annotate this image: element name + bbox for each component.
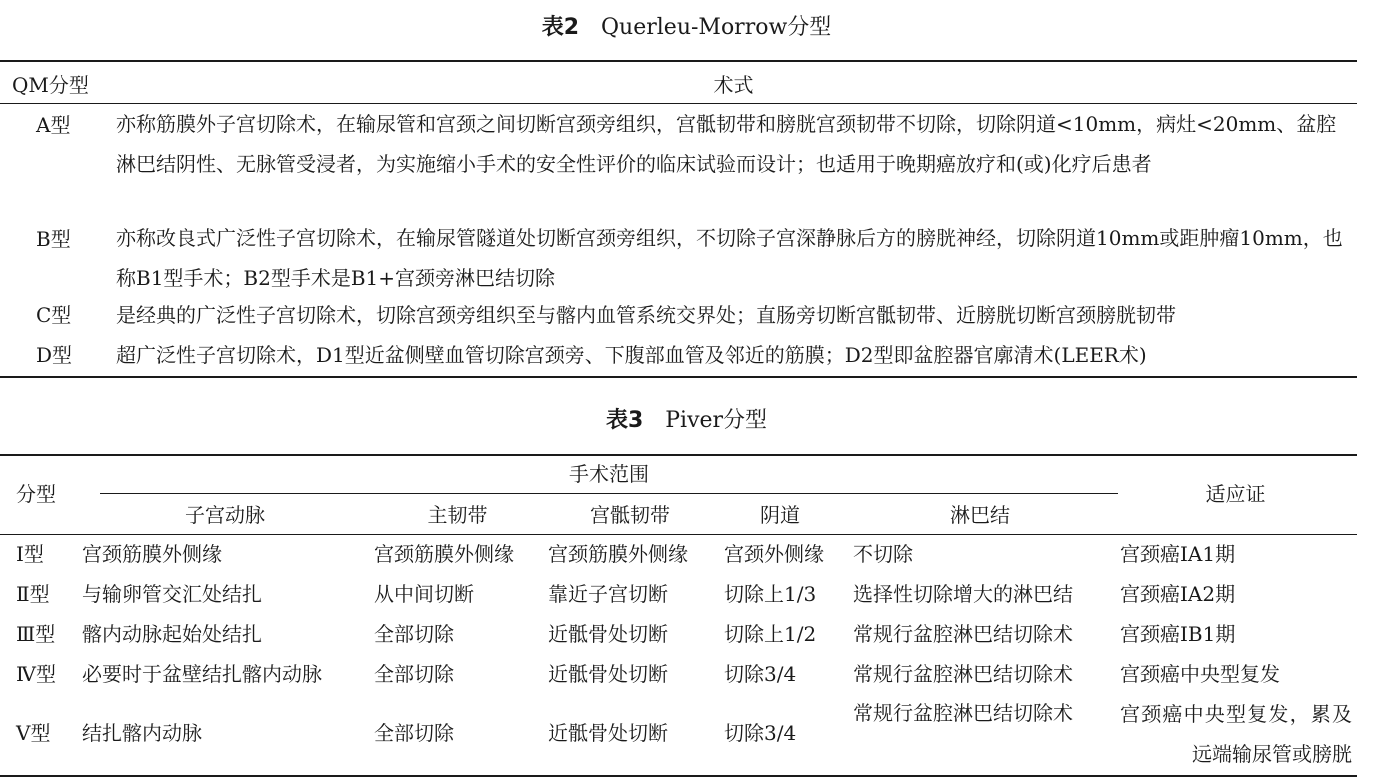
table2-header-procedure: 术式 (713, 73, 754, 97)
table3-subheader-cardinal: 主韧带 (427, 503, 488, 527)
table2-row-d-type: D型 (36, 343, 73, 367)
table3-header-group: 手术范围 (569, 462, 649, 486)
table3-row1-lymph: 不切除 (853, 542, 913, 566)
table2-caption-number: 表2 (541, 15, 580, 40)
table3-row1-uterosacral: 宫颈筋膜外侧缘 (548, 542, 688, 566)
table3-row3-type: Ⅲ型 (16, 622, 56, 646)
table3-row3-uterosacral: 近骶骨处切断 (548, 622, 668, 646)
table3-row1-indication: 宫颈癌ⅠA1期 (1120, 542, 1236, 566)
table3-row2-indication: 宫颈癌ⅠA2期 (1120, 582, 1236, 606)
table3-row2-type: Ⅱ型 (16, 582, 50, 606)
table2-row-b-desc: 亦称改良式广泛性子宫切除术，在输尿管隧道处切断宫颈旁组织，不切除子宫深静脉后方的膀胱神经，切除阴道10mm或距肿瘤10mm，也称B1型手术；B2型手术是B1+宫颈旁淋巴结切除 (116, 226, 1343, 290)
table3-row2-cardinal: 从中间切断 (374, 582, 474, 606)
table3-row2-artery: 与输卵管交汇处结扎 (82, 582, 262, 606)
table3-row1-cardinal: 宫颈筋膜外侧缘 (374, 542, 514, 566)
table3-caption (0, 406, 1373, 436)
table3-row1-artery: 宫颈筋膜外侧缘 (82, 542, 222, 566)
table3-row3-artery: 髂内动脉起始处结扎 (82, 622, 262, 646)
table3-subheader-artery: 子宫动脉 (185, 503, 265, 527)
table3-row4-cardinal: 全部切除 (374, 662, 454, 686)
table2-row-b-type: B型 (36, 227, 71, 251)
table3-bottom-rule (0, 775, 1357, 777)
table3-row5-vagina: 切除3/4 (724, 721, 797, 745)
table2-top-rule (0, 60, 1357, 62)
table2-bottom-rule (0, 376, 1357, 378)
table3-row5-cardinal: 全部切除 (374, 721, 454, 745)
table2-row-c-type: C型 (36, 303, 72, 327)
table3-row4-type: Ⅳ型 (16, 662, 56, 686)
table2-row-a-type: A型 (36, 113, 71, 137)
table3-row3-cardinal: 全部切除 (374, 622, 454, 646)
table3-row4-indication: 宫颈癌中央型复发 (1120, 662, 1280, 686)
table2-caption-title: Querleu-Morrow分型 (601, 15, 832, 40)
table3-header-type: 分型 (16, 482, 56, 506)
table2-caption (0, 13, 1373, 43)
table3-subheader-vagina: 阴道 (760, 503, 800, 527)
table2-row-c-desc: 是经典的广泛性子宫切除术，切除宫颈旁组织至与髂内血管系统交界处；直肠旁切断宫骶韧带、近膀胱切断宫颈膀胱韧带 (116, 303, 1176, 327)
table3-row1-type: Ⅰ型 (16, 542, 44, 566)
table3-row1-vagina: 宫颈外侧缘 (724, 542, 824, 566)
table3-group-rule (100, 493, 1118, 494)
table3-row3-vagina: 切除上1/2 (724, 622, 817, 646)
table3-header-indication: 适应证 (1205, 482, 1266, 506)
table3-row5-type: Ⅴ型 (16, 721, 51, 745)
table2-header-type: QM分型 (12, 73, 89, 97)
table3-row5-uterosacral: 近骶骨处切断 (548, 721, 668, 745)
table3-row5-artery: 结扎髂内动脉 (82, 721, 202, 745)
table3-caption-number: 表3 (605, 408, 644, 433)
table3-row4-uterosacral: 近骶骨处切断 (548, 662, 668, 686)
table3-row3-lymph: 常规行盆腔淋巴结切除术 (853, 622, 1073, 646)
table2-row-d-desc: 超广泛性子宫切除术，D1型近盆侧壁血管切除宫颈旁、下腹部血管及邻近的筋膜；D2型即盆腔器官廓清术(LEER术) (116, 343, 1147, 367)
table3-row4-vagina: 切除3/4 (724, 662, 797, 686)
table3-row4-artery: 必要时于盆壁结扎髂内动脉 (82, 662, 322, 686)
table3-subheader-lymph: 淋巴结 (950, 503, 1010, 527)
table3-row2-uterosacral: 靠近子宫切断 (548, 582, 668, 606)
table3-row5-lymph: 常规行盆腔淋巴结切除术 (853, 701, 1073, 725)
table3-subheader-uterosacral: 宫骶韧带 (590, 503, 670, 527)
table3-row4-lymph: 常规行盆腔淋巴结切除术 (853, 662, 1073, 686)
table3-row2-lymph: 选择性切除增大的淋巴结 (853, 582, 1073, 606)
table2-row-a-desc: 亦称筋膜外子宫切除术，在输尿管和宫颈之间切断宫颈旁组织，宫骶韧带和膀胱宫颈韧带不切除，切除阴道<10mm，病灶<20mm、盆腔淋巴结阴性、无脉管受浸者，为实施缩小手术的安全性评价的临床试验而设计；也适用于晚期癌放疗和(或)化疗后患者 (116, 112, 1337, 176)
table3-row3-indication: 宫颈癌ⅠB1期 (1120, 622, 1236, 646)
table3-row2-vagina: 切除上1/3 (724, 582, 817, 606)
table3-caption-title: Piver分型 (665, 408, 768, 433)
table3-row5-indication: 宫颈癌中央型复发，累及远端输尿管或膀胱 (1120, 702, 1352, 766)
